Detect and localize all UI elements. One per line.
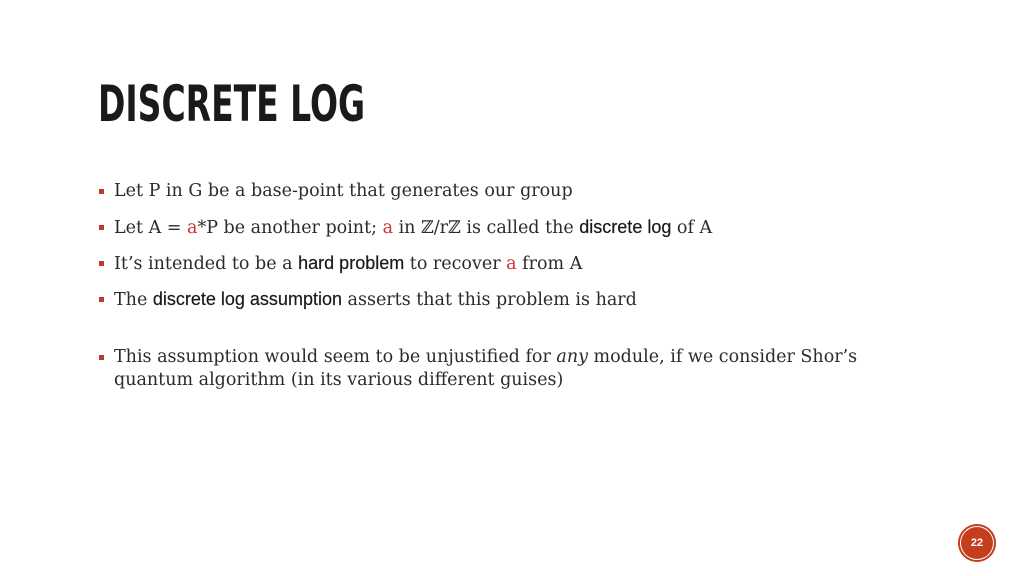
italic-any: any [556,347,588,367]
bullet-item-4 [99,288,899,311]
bullet-text: *P be another point; [197,218,383,238]
bullet-text: asserts that this problem is hard [341,290,637,310]
bullet-text: Let A = [114,218,187,238]
term-discrete-log-assumption: discrete log assumption [152,289,342,309]
slide-title: DISCRETE LOG [98,75,366,133]
bullet-marker-icon [99,355,104,360]
bullet-text: It’s intended to be a [114,254,299,274]
bullet-item-5 [99,346,899,392]
bullet-text: module, if we consider Shor’s quantum algorithm (in its various different guises) [114,347,858,390]
page-number-badge [958,524,996,562]
bullet-marker-icon [99,297,104,302]
bullet-marker-icon [99,189,104,194]
term-discrete-log: discrete log [579,217,672,237]
term-hard-problem: hard problem [298,253,405,273]
bullet-text: Let P in G be a base-point that generates our group [114,181,573,201]
bullet-text: of A [671,218,713,238]
bullet-marker-icon [99,225,104,230]
bullet-text: This assumption would seem to be unjustified for [114,347,557,367]
variable-a: a [506,254,517,274]
variable-a: a [382,218,394,238]
bullet-item-1 [99,180,899,203]
bullet-item-2 [99,216,899,239]
bullet-item-3 [99,252,899,275]
variable-a: a [187,218,198,238]
bullet-text: The [114,290,153,310]
page-number: 22 [970,537,984,549]
bullet-list [99,180,899,405]
bullet-text: to recover [404,254,507,274]
bullet-marker-icon [99,261,104,266]
bullet-text: from A [516,254,583,274]
bullet-text: in ℤ/rℤ is called the [393,218,580,238]
